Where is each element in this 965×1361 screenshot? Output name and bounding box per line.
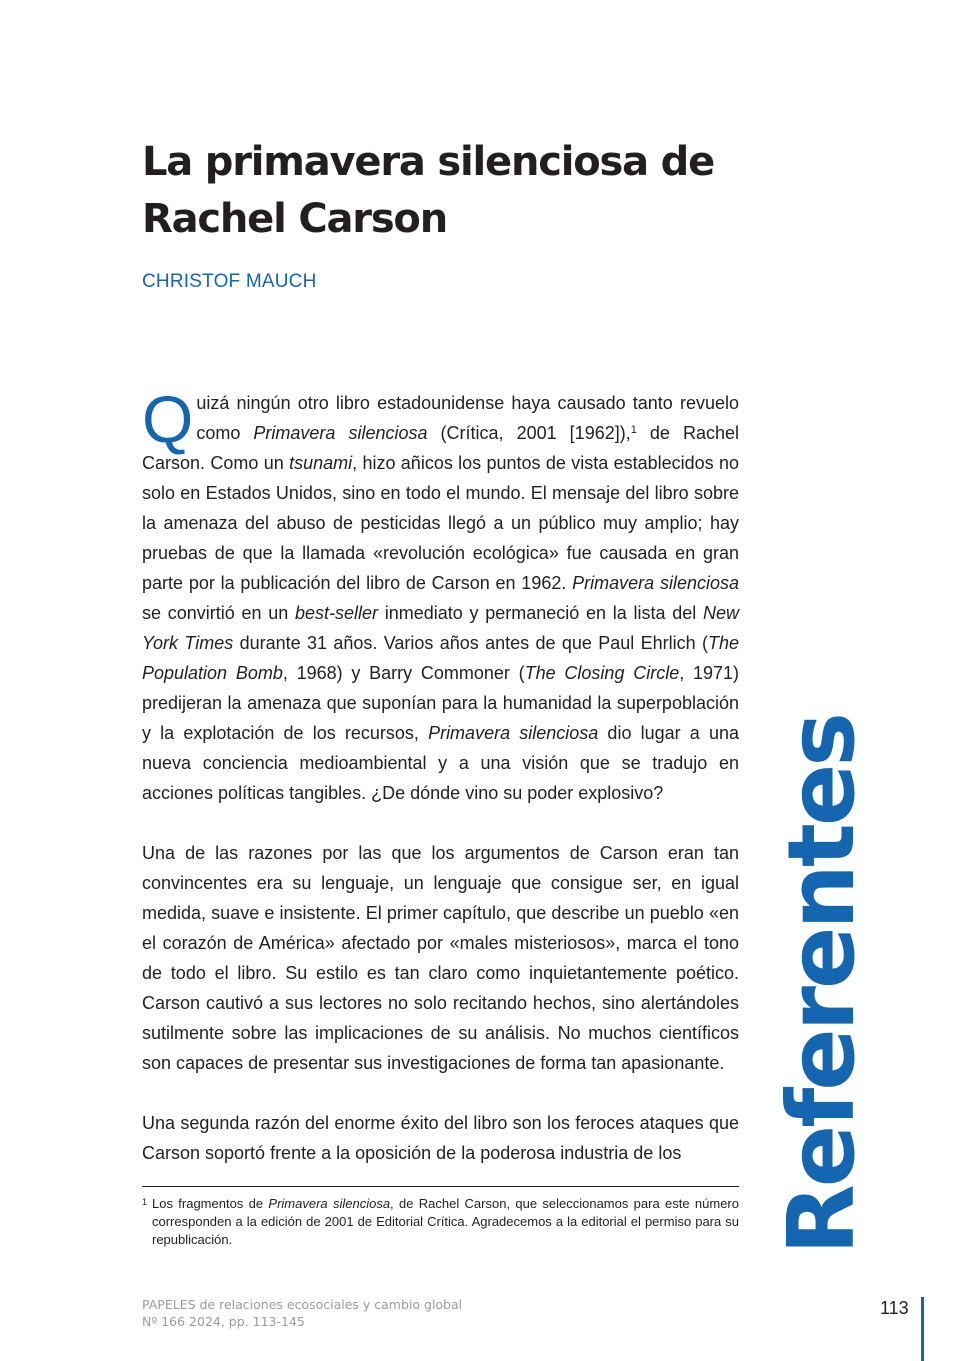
newspaper-title-italic: New York Times <box>142 603 739 653</box>
paragraph-1-text: inmediato y permaneció en la lista del <box>378 603 703 623</box>
paragraph-1-text: durante 31 años. Varios años antes de que Paul Ehrlich ( <box>233 633 708 653</box>
journal-citation <box>142 1296 462 1330</box>
article-title-line-2: Rachel Carson <box>142 196 447 242</box>
section-label-vertical: Referentes <box>768 714 875 1256</box>
book-title-italic: The Closing Circle <box>524 663 680 683</box>
book-title-italic: Primavera silenciosa <box>572 573 739 593</box>
footnote-text-part: , de Rachel Carson, que seleccionamos para este número corresponden a la edición de 2001 de Editorial Crítica. Agradecemos a la editorial el permiso para su republicación. <box>152 1196 739 1247</box>
page-number: 113 <box>880 1298 909 1318</box>
italic-term: best-seller <box>294 603 379 623</box>
paragraph-1-text: , hizo añicos los puntos de vista establecidos no solo en Estados Unidos, sino en todo el mundo. El mensaje del libro sobre la amenaza del abuso de pesticidas llegó a un público muy amplio; hay pruebas de que la llamada «revolución ecológica» fue causada en gran parte por la publicación del libro de Carson en 1962. <box>142 453 739 593</box>
paragraph-1-text: (Crítica, 2001 [1962]), <box>427 423 631 443</box>
footnote-text-part: Los fragmentos de <box>152 1196 269 1211</box>
article-title-line-1: La primavera silenciosa de <box>142 139 715 185</box>
article-author: CHRISTOF MAUCH <box>142 271 317 292</box>
footnote-book-title-italic: Primavera silenciosa <box>268 1196 391 1211</box>
journal-name: PAPELES de relaciones ecosociales y cambio global <box>142 1297 463 1312</box>
journal-issue: Nº 166 2024, pp. 113-145 <box>142 1314 305 1329</box>
paragraph-1-text: uizá ningún otro libro estadounidense haya causado tanto revuelo como <box>196 393 739 443</box>
paragraph-1-text: de Rachel Carson. Como un <box>142 423 739 473</box>
italic-term: tsunami <box>289 453 353 473</box>
footnote-divider <box>142 1186 739 1187</box>
book-title-italic: The Population Bomb <box>142 633 740 683</box>
footnote-number: 1 <box>142 1197 148 1207</box>
paragraph-1-text: dio lugar a una nueva conciencia medioambiental y a una visión que se tradujo en acciones políticas tangibles. ¿De dónde vino su poder explosivo? <box>142 723 739 803</box>
book-title-italic: Primavera silenciosa <box>253 423 428 443</box>
paragraph-2: Una de las razones por las que los argumentos de Carson eran tan convincentes era su lenguaje, un lenguaje que consigue ser, en igual medida, suave e insistente. El primer capítulo, que describe un pueblo «en el corazón de América» afectado por «males misteriosos», marca el tono de todo el libro. Su estilo es tan claro como inquietantemente poético. Carson cautivó a sus lectores no solo recitando hechos, sino alertándoles sutilmente sobre las implicaciones de su análisis. No muchos científicos son capaces de presentar sus investigaciones de forma tan apasionante. <box>142 843 739 1073</box>
paragraph-1-text: se convirtió en un <box>142 603 295 623</box>
paragraph-1 <box>142 382 740 808</box>
page-number-bar <box>921 1297 924 1361</box>
paragraph-3: Una segunda razón del enorme éxito del libro son los feroces ataques que Carson soportó frente a la oposición de la poderosa industria de los <box>142 1113 739 1163</box>
footnote-reference[interactable]: 1 <box>630 424 637 436</box>
article-body <box>142 382 740 1198</box>
footnote-text <box>152 1195 739 1249</box>
drop-cap: Q <box>142 382 194 456</box>
footnote <box>142 1195 739 1249</box>
paragraph-1-text: , 1971) predijeran la amenaza que suponían para la humanidad la superpoblación y la explotación de los recursos, <box>142 663 739 743</box>
paragraph-1-text: , 1968) y Barry Commoner ( <box>282 663 525 683</box>
book-title-italic: Primavera silenciosa <box>428 723 599 743</box>
article-title <box>142 134 782 248</box>
